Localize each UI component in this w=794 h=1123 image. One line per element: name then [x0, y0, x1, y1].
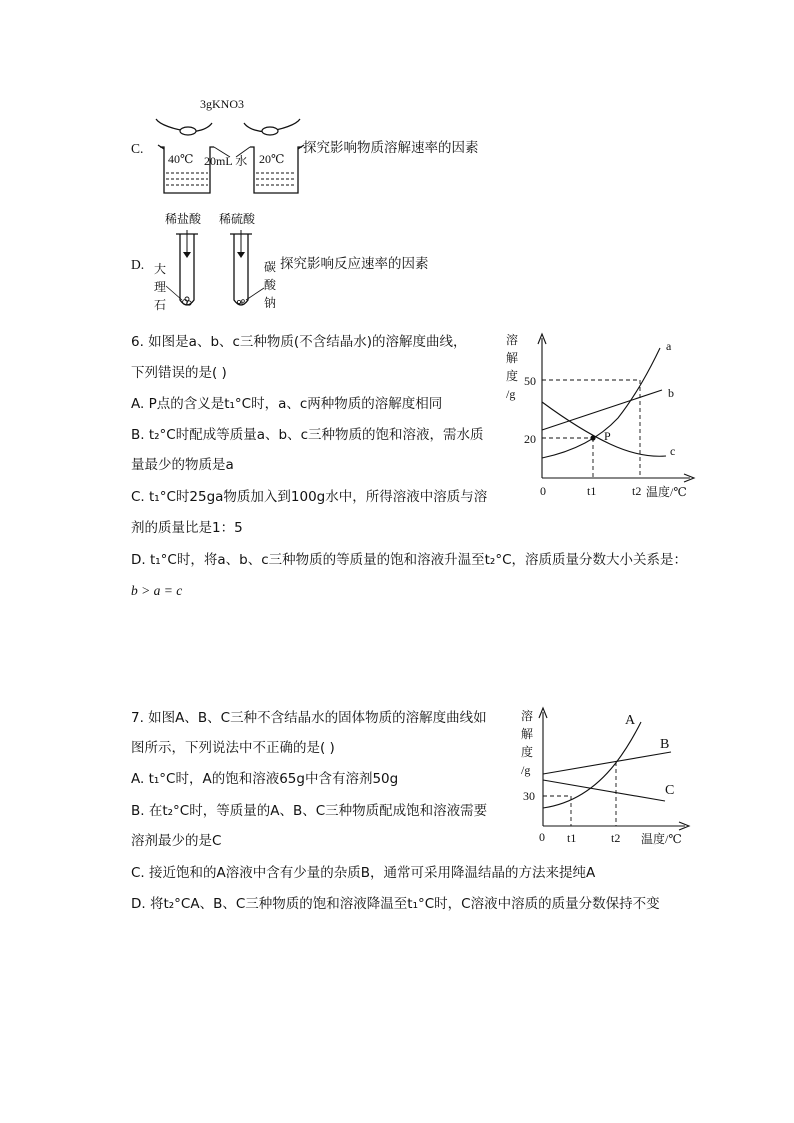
solid-right-char-1: 碳	[264, 260, 277, 274]
q6-option-a: A. P点的含义是t₁°C时，a、c两种物质的溶解度相同	[131, 396, 443, 412]
point-p	[590, 435, 595, 440]
xlabel: 温度/℃	[646, 485, 687, 499]
solid-left-char-2: 理	[154, 280, 167, 294]
ylabel-1: 溶	[521, 709, 534, 723]
origin-label: 0	[539, 830, 545, 844]
q7-option-b-line2: 溶剂最少的是C	[131, 833, 222, 849]
series-A-label: A	[625, 713, 636, 728]
solid-right-char-3: 钠	[264, 296, 277, 310]
ylabel-4: /g	[506, 387, 516, 401]
q7-option-c: C. 接近饱和的A溶液中含有少量的杂质B，通常可采用降温结晶的方法来提纯A	[131, 865, 596, 881]
solubility-chart-q6	[500, 330, 700, 500]
q6-option-c-line2: 剂的质量比是1：5	[131, 520, 243, 536]
ytick-50: 50	[524, 374, 536, 388]
q6-option-c-line1: C. t₁°C时25ga物质加入到100g水中，所得溶液中溶质与溶	[131, 489, 488, 505]
q6-option-b-line2: 量最少的物质是a	[131, 457, 234, 473]
solid-right-char-2: 酸	[264, 278, 277, 292]
beaker-right-temp: 20℃	[259, 152, 285, 166]
point-p-label: P	[604, 429, 611, 443]
q7-option-b-line1: B. 在t₂°C时，等质量的A、B、C三种物质配成饱和溶液需要	[131, 803, 488, 819]
solid-left-char-3: 石	[154, 298, 167, 312]
q7-stem-line2: 图所示，下列说法中不正确的是( )	[131, 740, 335, 756]
beaker-left-temp: 40℃	[168, 152, 194, 166]
water-label: 20mL 水	[204, 154, 248, 168]
ylabel-2: 解	[506, 351, 519, 365]
xtick-t2: t2	[632, 484, 642, 498]
option-c-description: 探究影响物质溶解速率的因素	[303, 140, 479, 156]
q6-option-b-line1: B. t₂°C时配成等质量a、b、c三种物质的饱和溶液，需水质	[131, 427, 484, 443]
acid-right-label: 稀硫酸	[219, 212, 256, 226]
xtick-t1: t1	[587, 484, 597, 498]
option-c-letter: C.	[131, 141, 144, 156]
q7-option-a: A. t₁°C时，A的饱和溶液65g中含有溶剂50g	[131, 771, 399, 787]
ytick-20: 20	[524, 432, 536, 446]
xtick-t2: t2	[611, 831, 621, 845]
reagent-label: 3gKNO3	[200, 97, 244, 111]
ylabel-3: 度	[506, 369, 519, 383]
ylabel-2: 解	[521, 727, 534, 741]
q6-stem-line2: 下列错误的是( )	[131, 365, 227, 381]
q7-stem-line1: 7. 如图A、B、C三种不含结晶水的固体物质的溶解度曲线如	[131, 710, 487, 726]
option-d-letter: D.	[131, 257, 145, 272]
curve-A	[543, 722, 641, 808]
series-a-label: a	[666, 339, 672, 353]
curve-B	[543, 752, 671, 774]
curve-a	[542, 348, 660, 458]
ytick-30: 30	[523, 789, 535, 803]
series-C-label: C	[665, 783, 675, 798]
solid-left-char-1: 大	[154, 262, 167, 276]
ylabel-4: /g	[521, 763, 531, 777]
acid-left-label: 稀盐酸	[165, 212, 202, 226]
series-c-label: c	[670, 444, 676, 458]
ylabel-1: 溶	[506, 333, 519, 347]
solubility-chart-q7	[515, 706, 705, 851]
curve-b	[542, 390, 662, 430]
xtick-t1: t1	[567, 831, 577, 845]
xlabel: 温度/℃	[641, 832, 682, 846]
q7-option-d: D. 将t₂°CA、B、C三种物质的饱和溶液降温至t₁°C时，C溶液中溶质的质量分数保持不变	[131, 896, 660, 912]
q6-option-d-line1: D. t₁°C时，将a、b、c三种物质的等质量的饱和溶液升温至t₂°C，溶质质量分数大小关系是：	[131, 552, 688, 568]
series-B-label: B	[660, 737, 670, 752]
option-d-description: 探究影响反应速率的因素	[280, 256, 429, 272]
q6-stem-line1: 6. 如图是a、b、c三种物质(不含结晶水)的溶解度曲线，	[131, 334, 467, 350]
series-b-label: b	[668, 386, 674, 400]
origin-label: 0	[540, 484, 546, 498]
ylabel-3: 度	[521, 745, 534, 759]
curve-C	[543, 780, 665, 801]
q6-option-d-line2: b > a = c	[131, 583, 183, 598]
